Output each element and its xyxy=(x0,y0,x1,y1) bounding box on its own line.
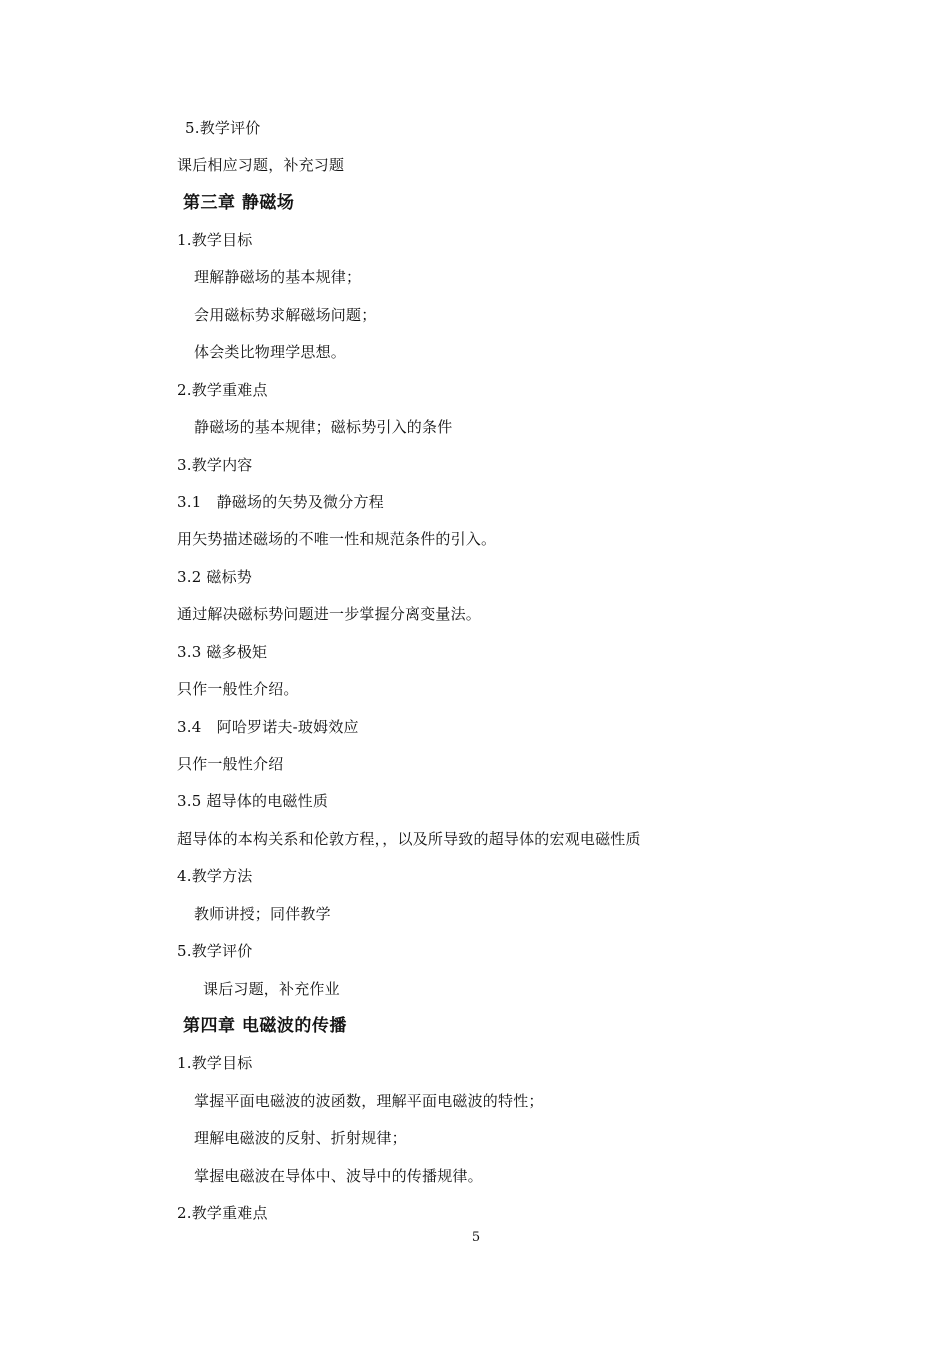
paragraph: 理解静磁场的基本规律； xyxy=(194,268,362,286)
subsection-label: 3.5 超导体的电磁性质 xyxy=(177,792,329,810)
paragraph: 用矢势描述磁场的不唯一性和规范条件的引入。 xyxy=(177,530,497,548)
paragraph: 静磁场的基本规律；磁标势引入的条件 xyxy=(194,418,453,436)
section-label: 1.教学目标 xyxy=(177,231,253,249)
page-number: 5 xyxy=(471,1230,481,1245)
paragraph: 只作一般性介绍 xyxy=(177,755,284,773)
paragraph: 会用磁标势求解磁场问题； xyxy=(194,306,377,324)
section-label: 5.教学评价 xyxy=(177,942,253,960)
section-label: 1.教学目标 xyxy=(177,1054,253,1072)
subsection-label: 3.2 磁标势 xyxy=(177,568,253,586)
section-label: 5.教学评价 xyxy=(185,119,261,137)
subsection-label: 3.3 磁多极矩 xyxy=(177,643,268,661)
chapter-heading: 第四章 电磁波的传播 xyxy=(183,1016,347,1036)
section-label: 4.教学方法 xyxy=(177,867,253,885)
chapter-heading: 第三章 静磁场 xyxy=(183,193,295,213)
section-label: 2.教学重难点 xyxy=(177,381,268,399)
paragraph: 超导体的本构关系和伦敦方程，，以及所导致的超导体的宏观电磁性质 xyxy=(177,830,641,848)
paragraph: 课后习题，补充作业 xyxy=(203,980,340,998)
paragraph: 掌握电磁波在导体中、波导中的传播规律。 xyxy=(194,1167,483,1185)
paragraph: 掌握平面电磁波的波函数，理解平面电磁波的特性； xyxy=(194,1092,544,1110)
section-label: 3.教学内容 xyxy=(177,456,253,474)
paragraph: 体会类比物理学思想。 xyxy=(194,343,347,361)
subsection-label: 3.1 静磁场的矢势及微分方程 xyxy=(177,493,384,511)
subsection-label: 3.4 阿哈罗诺夫-玻姆效应 xyxy=(177,718,359,736)
paragraph: 通过解决磁标势问题进一步掌握分离变量法。 xyxy=(177,605,482,623)
paragraph: 教师讲授；同伴教学 xyxy=(194,905,331,923)
paragraph: 课后相应习题，补充习题 xyxy=(177,156,345,174)
paragraph: 理解电磁波的反射、折射规律； xyxy=(194,1129,407,1147)
paragraph: 只作一般性介绍。 xyxy=(177,680,299,698)
section-label: 2.教学重难点 xyxy=(177,1204,268,1222)
